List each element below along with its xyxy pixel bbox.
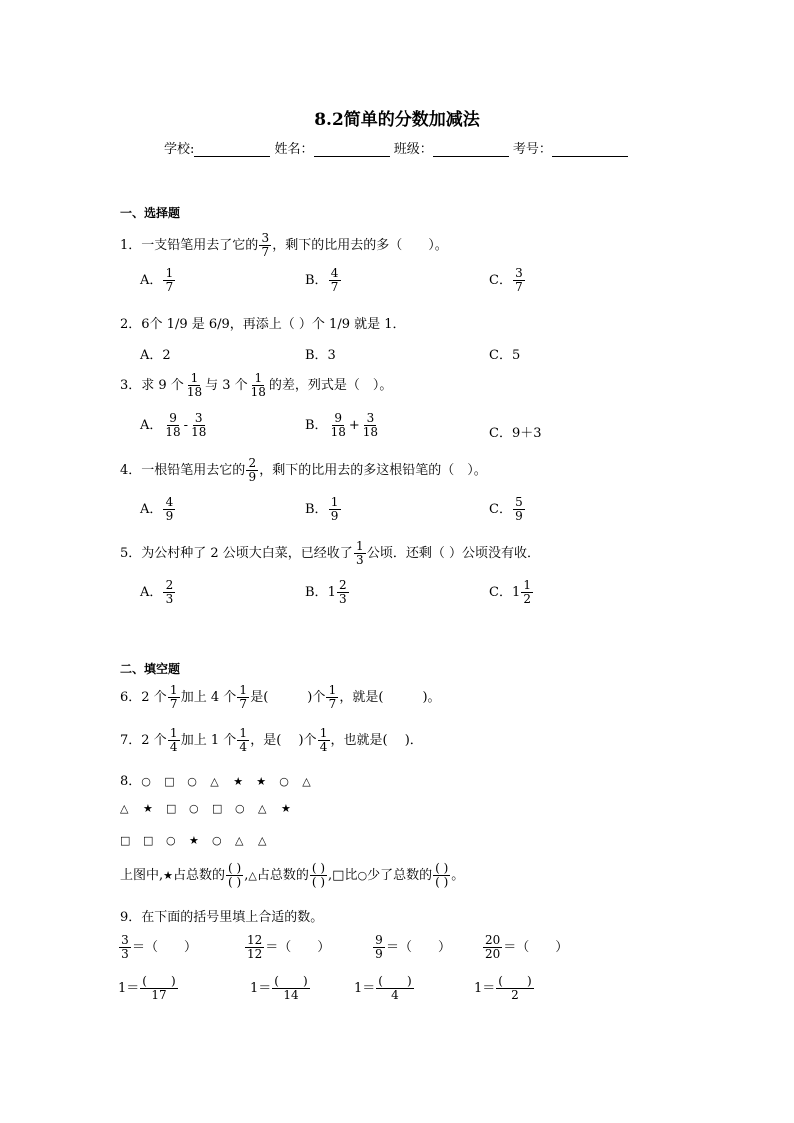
- q9-item-1[interactable]: $\frac{3}{3}$ ＝（ ）: [118, 934, 197, 961]
- square-icon: □: [120, 834, 131, 847]
- question-2: 2．6个 1/9 是 6/9，再添上（ ）个 1/9 就是 1．: [120, 317, 406, 332]
- star-icon: ★: [256, 775, 267, 788]
- triangle-icon: △: [302, 775, 311, 788]
- square-icon: □: [143, 834, 154, 847]
- q9-item-2[interactable]: $\frac{12}{12}$ ＝（ ）: [247, 933, 331, 961]
- square-icon: □: [164, 775, 175, 788]
- question-6: 6．2 个 $\frac{1}{7}$ 加上 4 个 $\frac{1}{7}$ 是( )个 $\frac{1}{7}$ ，就是( )。: [120, 683, 441, 711]
- star-icon: ★: [163, 869, 174, 882]
- q1-fraction: $\frac{3}{7}$: [259, 232, 271, 259]
- circle-icon: ○: [279, 775, 289, 788]
- question-8-row-3: [120, 833, 281, 848]
- q1-text-end: ，剩下的比用去的多（ ）。: [272, 238, 448, 253]
- q9-item-8[interactable]: 1＝ $\frac{( )}{2}$: [474, 974, 532, 1002]
- question-8-row-1: 8．○ □ ○ △ ★ ★ ○ △: [120, 770, 325, 789]
- q1-option-b[interactable]: B． $\frac{4}{7}$: [305, 267, 342, 294]
- q9-item-7[interactable]: 1＝ $\frac{( )}{4}$: [354, 974, 412, 1002]
- q2-option-c[interactable]: C．5: [489, 348, 521, 363]
- q9-item-3[interactable]: $\frac{9}{9}$ ＝（ ）: [372, 934, 451, 961]
- triangle-icon: △: [258, 802, 267, 815]
- question-7: 7．2 个 $\frac{1}{4}$ 加上 1 个 $\frac{1}{4}$ ，是( )个 $\frac{1}{4}$ ，也就是( )．: [120, 726, 423, 754]
- number-blank[interactable]: [552, 142, 628, 157]
- q4-option-c[interactable]: C． $\frac{5}{9}$: [489, 496, 526, 523]
- star-icon: ★: [233, 775, 244, 788]
- star-icon: ★: [281, 802, 291, 815]
- q2-option-b[interactable]: B．3: [305, 348, 336, 363]
- name-blank[interactable]: [314, 142, 390, 157]
- q9-item-6[interactable]: 1＝ $\frac{( )}{14}$: [250, 974, 308, 1002]
- q3-option-b[interactable]: B． $\frac{9}{18}$ + $\frac{3}{18}$: [305, 411, 379, 439]
- q9-item-4[interactable]: $\frac{20}{20}$ ＝（ ）: [485, 933, 569, 961]
- circle-icon: ○: [141, 775, 151, 788]
- circle-icon: ○: [357, 869, 368, 882]
- school-blank[interactable]: [194, 142, 270, 157]
- circle-icon: ○: [212, 834, 222, 847]
- square-icon: □: [166, 802, 177, 815]
- question-1: [120, 232, 448, 259]
- triangle-icon: △: [210, 775, 219, 788]
- question-5: 5．为公村种了 2 公顷大白菜，已经收了 $\frac{1}{3}$ 公顷．还剩（ ）公顷没有收．: [120, 539, 540, 567]
- school-label: 学校:: [164, 142, 195, 157]
- question-9: 9．在下面的括号里填上合适的数。: [120, 910, 324, 925]
- star-icon: ★: [189, 834, 199, 847]
- student-info: [164, 138, 628, 157]
- q8-blank-2[interactable]: $\frac{( )}{( )}$: [311, 861, 326, 889]
- q3-option-c[interactable]: C．9＋3: [489, 426, 542, 441]
- q5-option-b[interactable]: B．1 $\frac{2}{3}$: [305, 579, 350, 606]
- section-choice-title: 一、选择题: [120, 206, 181, 220]
- question-8-row-2: [120, 801, 304, 816]
- q4-option-a[interactable]: A． $\frac{4}{9}$: [140, 496, 176, 523]
- q8-blank-1[interactable]: $\frac{( )}{( )}$: [228, 861, 242, 889]
- circle-icon: ○: [189, 802, 199, 815]
- q1-option-a[interactable]: A． $\frac{1}{7}$: [140, 267, 176, 294]
- square-icon: □: [212, 802, 223, 815]
- class-label: 班级：: [393, 142, 433, 157]
- star-icon: ★: [143, 802, 153, 815]
- section-fill-title: 二、填空题: [120, 662, 181, 676]
- q5-option-c[interactable]: C．1 $\frac{1}{2}$: [489, 579, 534, 606]
- q8-blank-3[interactable]: $\frac{( )}{( )}$: [435, 861, 449, 889]
- circle-icon: ○: [166, 834, 176, 847]
- triangle-icon: △: [258, 834, 267, 847]
- triangle-icon: △: [120, 802, 129, 815]
- circle-icon: ○: [187, 775, 197, 788]
- q2-option-a[interactable]: A．2: [140, 348, 171, 363]
- number-label: 考号：: [512, 142, 552, 157]
- question-3: 3．求 9 个 $\frac{1}{18}$ 与 3 个 $\frac{1}{18}$ 的差，列式是（ ）。: [120, 371, 393, 399]
- q4-option-b[interactable]: B． $\frac{1}{9}$: [305, 496, 342, 523]
- triangle-icon: △: [235, 834, 244, 847]
- q3-option-a[interactable]: A． $\frac{9}{18}$ - $\frac{3}{18}$: [140, 411, 207, 439]
- q1-option-c[interactable]: C． $\frac{3}{7}$: [489, 267, 526, 294]
- q5-option-a[interactable]: A． $\frac{2}{3}$: [140, 579, 176, 606]
- page-title: 8.2简单的分数加减法: [314, 110, 480, 130]
- q1-text: 1．一支铅笔用去了它的: [120, 238, 259, 253]
- name-label: 姓名：: [274, 142, 314, 157]
- circle-icon: ○: [235, 802, 245, 815]
- question-8-text: 上图中,★占总数的 $\frac{( )}{( )}$ ,△占总数的 $\frac{( )}{( )}$ ,□比○少了总数的 $\frac{( )}{( )}$ 。: [120, 861, 465, 889]
- q9-item-5[interactable]: 1＝ $\frac{( )}{17}$: [118, 974, 176, 1002]
- class-blank[interactable]: [433, 142, 509, 157]
- triangle-icon: △: [248, 869, 257, 882]
- question-4: 4．一根铅笔用去它的 $\frac{2}{9}$ ，剩下的比用去的多这根铅笔的（ ）。: [120, 456, 487, 484]
